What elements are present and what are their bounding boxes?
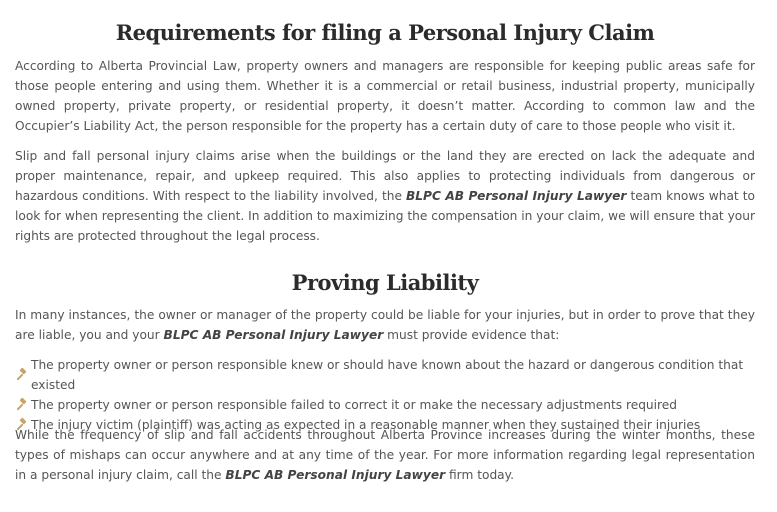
list-item — [15, 395, 755, 415]
gavel-icon — [15, 368, 29, 382]
list-item-text: The injury victim (plaintiff) was acting as expected in a reasonable manner when they sustained their injuries — [31, 418, 701, 432]
text-segment: In many instances, the owner or manager of the property could be liable for your injuries, but in order to prove that they are liable, you and your — [15, 308, 755, 342]
list-item-text: The property owner or person responsible knew or should have known about the hazard or dangerous condition that existed — [31, 358, 744, 392]
text-segment: firm today. — [445, 468, 514, 482]
list-item-text: The property owner or person responsible failed to correct it or make the necessary adjustments required — [31, 398, 678, 412]
text-segment: must provide evidence that: — [383, 328, 560, 342]
gavel-icon — [15, 398, 29, 412]
paragraph-liable — [15, 305, 755, 345]
heading-requirements: Requirements for filing a Personal Injury Claim — [115, 20, 655, 45]
heading-proving-liability: Proving Liability — [291, 270, 479, 295]
firm-name: BLPC AB Personal Injury Lawyer — [406, 189, 627, 203]
paragraph-slip-and-fall — [15, 146, 755, 246]
paragraph-alberta-law: According to Alberta Provincial Law, property owners and managers are responsible for keeping public areas safe for those people entering and using them. Whether it is a commercial or retail business, industrial property, municipally owned property, private property, or residential property, it doesn’t matter. According to common law and the Occupier’s Liability Act, the person responsible for the property has a certain duty of care to those people who visit it. — [15, 59, 755, 133]
text-segment: team knows what to look for when representing the client. In addition to maximizing the compensation in your claim, we will ensure that your rights are protected throughout the legal process. — [15, 189, 755, 243]
list-item — [15, 355, 755, 395]
text-segment: Slip and fall personal injury claims arise when the buildings or the land they are erected on lack the adequate and proper maintenance, repair, and upkeep required. This also applies to protecting individuals from dangerous or hazardous conditions. With respect to the liability involved, the — [15, 149, 755, 203]
text-segment: While the frequency of slip and fall accidents throughout Alberta Province increases during the winter months, these types of mishaps can occur anywhere and at any time of the year. For more information regarding legal representation in a personal injury claim, call the — [15, 428, 755, 482]
evidence-list — [15, 355, 755, 435]
firm-name: BLPC AB Personal Injury Lawyer — [225, 468, 446, 482]
paragraph-winter-months — [15, 425, 755, 485]
firm-name: BLPC AB Personal Injury Lawyer — [163, 328, 384, 342]
